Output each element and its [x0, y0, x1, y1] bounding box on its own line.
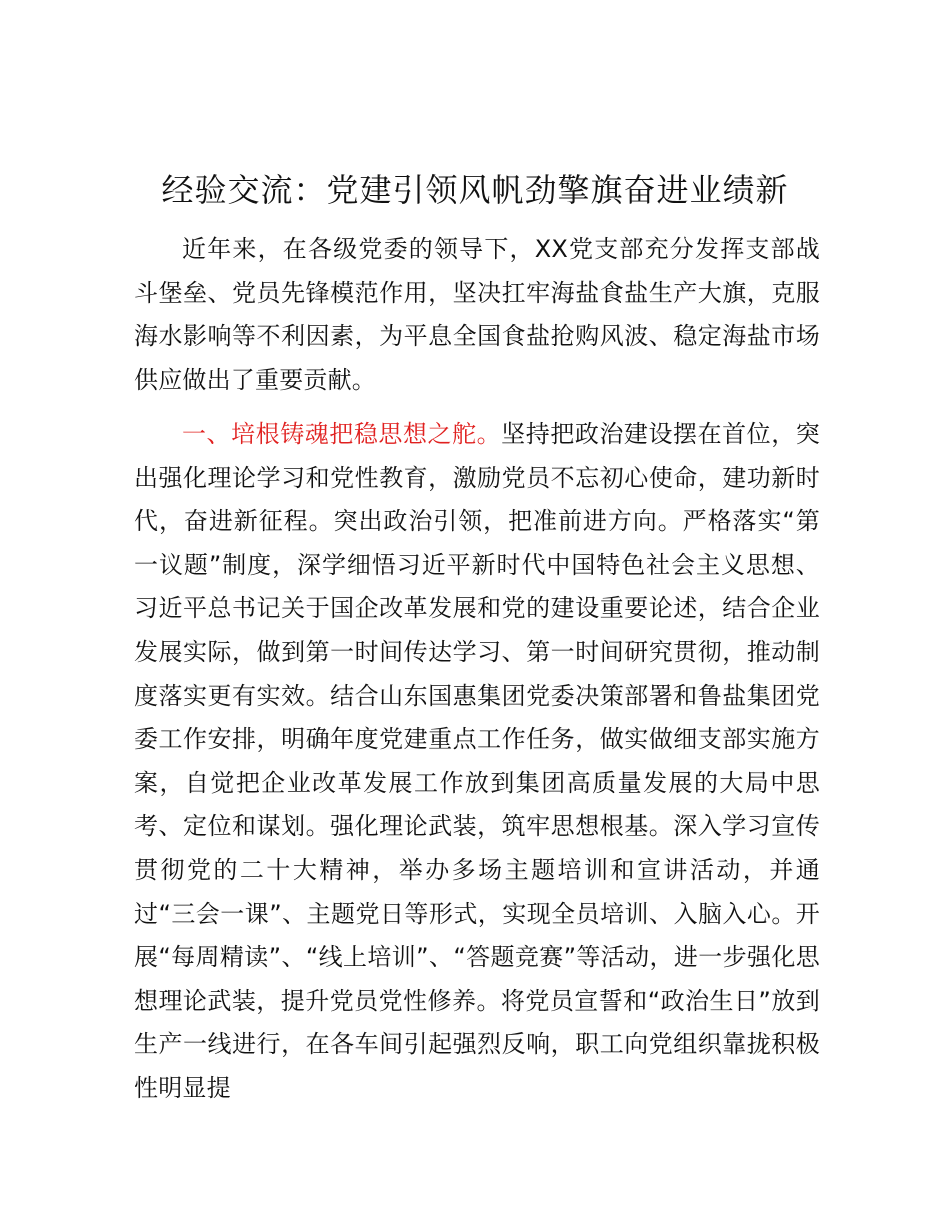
document-title: 经验交流：党建引领风帆劲擎旗奋进业绩新 [161, 171, 789, 209]
section-1-heading: 一、培根铸魂把稳思想之舵。 [182, 420, 502, 448]
section-1-body: 坚持把政治建设摆在首位，突出强化理论学习和党性教育，激励党员不忘初心使命，建功新时代，奋进新征程。突出政治引领，把准前进方向。严格落实“第一议题”制度，深学细悟习近平新时代中国特色社会主义思想、习近平总书记关于国企改革发展和党的建设重要论述，结合企业发展实际，做到第一时间传达学习、第一时间研究贯彻，推动制度落实更有实效。结合山东国惠集团党委决策部署和鲁盐集团党委工作安排，明确年度党建重点工作任务，做实做细支部实施方案，自觉把企业改革发展工作放到集团高质量发展的大局中思考、定位和谋划。强化理论武装，筑牢思想根基。深入学习宣传贯彻党的二十大精神，举办多场主题培训和宣讲活动，并通过“三会一课”、主题党日等形式，实现全员培训、入脑入心。开展“每周精读”、“线上培训”、“答题竞赛”等活动，进一步强化思想理论武装，提升党员党性修养。将党员宣誓和“政治生日”放到生产一线进行，在各车间引起强烈反响，职工向党组织靠拢积极性明显提 [134, 420, 820, 1102]
section-1-paragraph [134, 413, 820, 1111]
intro-paragraph: 近年来，在各级党委的领导下，XX党支部充分发挥支部战斗堡垒、党员先锋模范作用，坚决扛牢海盐食盐生产大旗，克服海水影响等不利因素，为平息全国食盐抢购风波、稳定海盐市场供应做出了重要贡献。 [134, 235, 820, 394]
